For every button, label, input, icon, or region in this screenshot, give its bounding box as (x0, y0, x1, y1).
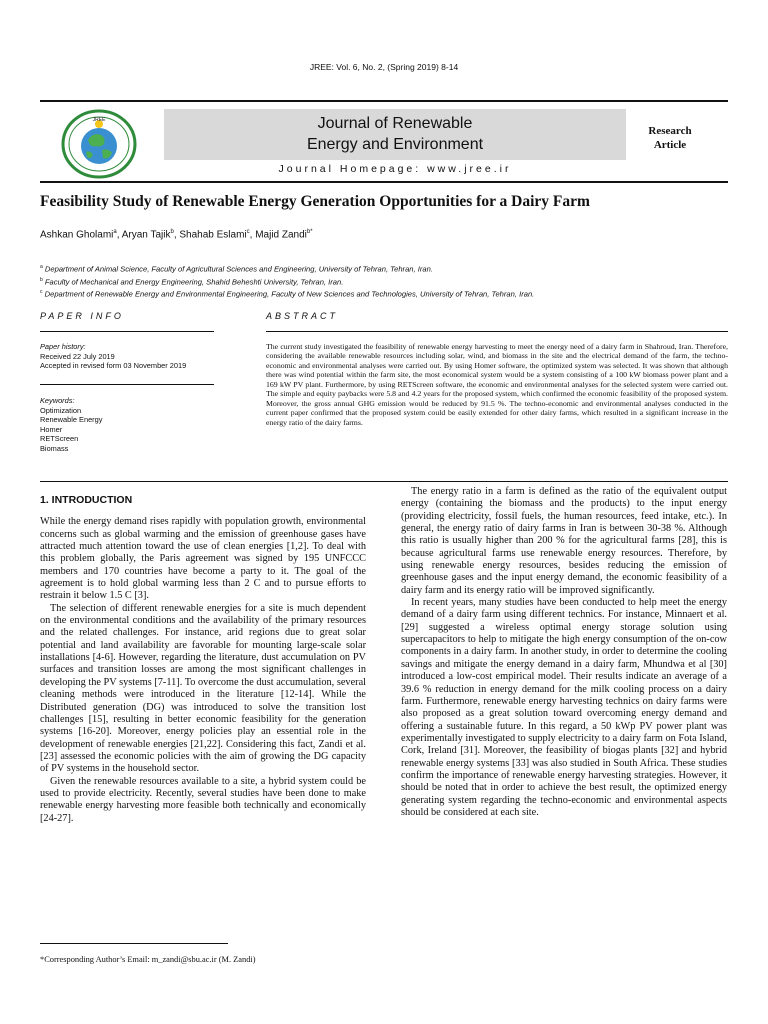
keywords-label: Keywords: (40, 396, 75, 405)
keyword: Biomass (40, 443, 69, 453)
author-affil-mark: b (170, 229, 174, 235)
history-label: Paper history: (40, 342, 86, 351)
affiliation (40, 275, 740, 288)
article-type-line2: Article (653, 139, 687, 151)
keyword: Homer (40, 424, 63, 434)
history-rule (40, 384, 214, 385)
journal-name-line1: Journal of Renewable (317, 115, 473, 132)
right-column (401, 486, 727, 819)
author-list: Ashkan Gholami$^a$, Aryan Tajik$^b$, Shahab Eslami$^c$, Majid Zandi$^{b*}$ (40, 229, 313, 241)
logo-text: JREE (92, 117, 106, 123)
article-type-line1: Research (648, 125, 692, 137)
body-paragraph: Given the renewable resources available to a site, a hybrid system could be used to provide electricity. Recently, several studies have been done to make renewable energy harvesting more feasible both technically and economically [24-27]. (40, 775, 366, 824)
author-name: Aryan Tajik (121, 229, 171, 241)
journal-homepage[interactable]: Journal Homepage: www.jree.ir (278, 163, 512, 175)
author-affil-mark: a (113, 229, 117, 235)
author-name: Ashkan Gholami (40, 229, 114, 241)
affiliation (40, 262, 740, 275)
journal-name-line2: Energy and Environment (306, 136, 484, 153)
affiliation-text: Faculty of Mechanical and Energy Engineering, Shahid Beheshti University, Tehran, Iran. (44, 277, 344, 287)
paper-title: Feasibility Study of Renewable Energy Generation Opportunities for a Dairy Farm (40, 193, 590, 210)
left-column (40, 494, 366, 825)
journal-title-box (164, 109, 626, 160)
received-date: Received 22 July 2019 (40, 351, 115, 361)
article-type (632, 124, 708, 152)
author-affil-mark: b* (306, 229, 313, 235)
keyword: Optimization (40, 405, 82, 415)
body-paragraph: The selection of different renewable energies for a site is much dependent on the environmental conditions and the availability of the primary resources and the related challenges. For instance, arid regions due to great solar potential and land availability are favorable for mounting large-scale solar installations [4-6]. However, regarding the literature, dust accumulation on PV surfaces and transition losses are among the most significant challenges in developing the PV systems [7-11]. To overcome the dust accumulation, several cleaning methods were introduced in the literature [12-14]. While the Distributed generation (DG) was introduced to solve the transition lost challenges [15], resulting in better economic feasibility for the generation systems [16-20]. Moreover, energy policies play an essential role in the development of renewable energies [21,22]. Considering this fact, Zandi et al. [23] assessed the economic policies with the aim of growing the DG capacity of PV systems in the household sector. (40, 602, 366, 775)
keywords (40, 396, 230, 453)
accepted-date: Accepted in revised form 03 November 2019 (40, 361, 187, 370)
paper-info-rule (40, 331, 214, 332)
introduction-heading: 1. INTRODUCTION (40, 494, 133, 506)
affiliation-mark: b (40, 276, 43, 283)
paper-history (40, 342, 230, 371)
affiliation-mark: c (40, 289, 43, 296)
footnote-rule (40, 943, 228, 944)
header-bottom-rule (40, 181, 728, 183)
keyword: RETScreen (40, 434, 79, 443)
affiliation-text: Department of Animal Science, Faculty of Agricultural Sciences and Engineering, University of Tehran, Tehran, Iran. (44, 264, 433, 274)
keyword: Renewable Energy (40, 415, 103, 424)
abstract-heading: ABSTRACT (266, 311, 339, 321)
journal-logo (60, 108, 138, 180)
author-name: Shahab Eslami (179, 229, 247, 241)
abstract-bottom-rule (40, 481, 728, 482)
abstract-rule (266, 331, 728, 332)
affiliation-mark: a (40, 264, 43, 270)
affiliation-text: Department of Renewable Energy and Environmental Engineering, Faculty of New Sciences and Technologies, University of Tehran, Tehran, Iran. (44, 289, 535, 299)
journal-reference: JREE: Vol. 6, No. 2, (Spring 2019) 8-14 (309, 62, 459, 72)
body-paragraph: In recent years, many studies have been conducted to help meet the energy demand of a dairy farm using different technics. For instance, Minnaert et al. [29] suggested a wireless optimal energy storage solution using supercapacitors to help to mitigate the high energy consumption of the on-cow components in a dairy farm. In another study, in order to determine the cooling savings and mitigate the energy demand in a dairy farm, Mhundwa et al [30] introduced a low-cost empirical model. Their results indicate an average of a 39.6 % reduction in energy demand for the milk cooling process on a dairy farm. Furthermore, renewable energy harvesting technics on dairy farms were also proposed as a great solution toward overcoming energy demand and offering a sustainable future. In this regard, a 50 kWp PV power plant was experimentally investigated to supply electricity to a dairy farm on Fota Island, Cork, Ireland [31]. Moreover, the feasibility of biogas plants [32] and hybrid renewable energy systems [33] was also studied in South Africa. These studies confirm the importance of renewable energy harvesting strategies. However, it should be noted that in order to achieve the best result, the optimized energy generating system regarding the techno-economic and environmental aspects should be considered at each site. (401, 597, 727, 818)
corresponding-author-footnote: *Corresponding Author’s Email: m_zandi@sbu.ac.ir (M. Zandi) (40, 955, 256, 964)
author-affil-mark: c (246, 229, 250, 235)
abstract-text: The current study investigated the feasibility of renewable energy harvesting to meet the energy need of a dairy farm in Shahroud, Iran. Therefore, considering the available renewable resources including solar, wind, and biomass in the site and the electrical demand of the farm, the techno-economic and environmental analyses were carried out. By using Homer software, the optimized system was selected. It was shown that although there was wind potential within the farm site, the most economical system would be a system consisting of a 100 kW biomass power plant and a 169 kW PV plant. Furthermore, by using RETScreen software, the economic and environmental analyses for the selected system were carried out. The simple and equity paybacks were 5.8 and 4.2 years for the proposed system, which confirmed the economic feasibility of the proposed system. Moreover, the gross annual GHG emission would be reduced by 91.5 %. The techno-economic and environmental analyses conducted in the current paper confirmed that the proposed system could be easily extended for other dairy farms, which resulted in a significant increase in the energy ratio of the dairy farms. (266, 342, 728, 427)
body-paragraph: The energy ratio in a farm is defined as the ratio of the equivalent output energy (containing the biomass and the products) to the input energy (providing electricity, fossil fuels, the human resources, feed intake, etc.). In general, the energy ratio of dairy farms in Iran is between 30-38 %. Although this ratio is usually higher than 200 % for the agricultural farms [28], this is because agricultural farms use renewable energy resources. Therefore, by using renewable energy resources, besides reducing the emission of greenhouse gases and the input energy demand, the economic feasibility of a dairy farm and its energy ratio will be improved significantly. (401, 486, 727, 596)
body-paragraph: While the energy demand rises rapidly with population growth, environmental concerns such as global warming and the emission of greenhouse gases have attracted much attention toward the use of clean energies [1,2]. To deal with this problem globally, the Paris agreement was signed by 195 UNFCCC members and 170 countries have become a party to it. The goal of the agreement is to hold global warming less than 2 C and to pursue efforts to restrain it below 1.5 C [3]. (40, 516, 366, 602)
affiliations (40, 262, 740, 300)
affiliation (40, 287, 740, 300)
author-name: Majid Zandi (255, 229, 307, 241)
header-top-rule (40, 100, 728, 102)
paper-info-heading: PAPER INFO (40, 311, 124, 321)
